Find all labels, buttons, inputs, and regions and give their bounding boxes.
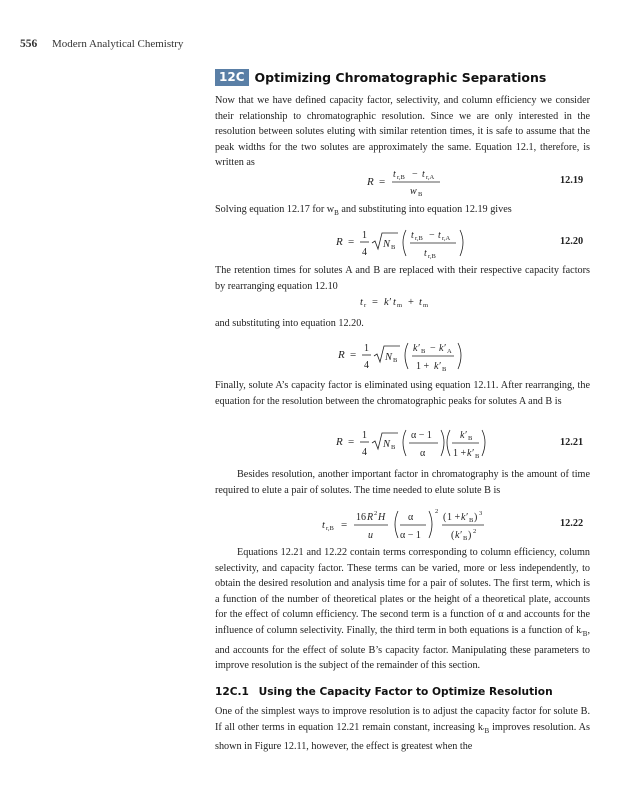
eq-sub: A [447, 348, 452, 355]
eq-sub: r [364, 302, 367, 309]
subsection-title: Using the Capacity Factor to Optimize Resolution [258, 686, 553, 698]
eq-one: 1 [362, 230, 367, 241]
section-title: Optimizing Chromatographic Separations [254, 69, 547, 85]
eq-equals: = [348, 236, 355, 248]
text-sub: B [334, 209, 339, 218]
equation-retention-time [360, 293, 460, 311]
eq-minus: − [412, 169, 418, 180]
eq-sub: r,B [397, 174, 405, 181]
eq-sub: B [393, 357, 398, 364]
section-heading [215, 68, 546, 86]
eq-sub: B [418, 191, 423, 198]
equation-12-20 [336, 226, 476, 264]
eq-u: u [368, 530, 373, 541]
equation-number-12-19: 12.19 [560, 175, 584, 186]
equation-number-12-22: 12.22 [560, 518, 584, 529]
text-run: , and accounts for the effect of solute B’s capacity factor. Manipulating these parameters to improve resolution is the subject of the remainder of this section. [215, 624, 590, 672]
eq-k: k′ [460, 430, 467, 441]
equation-12-19 [365, 164, 485, 204]
eq-t: t [411, 230, 414, 241]
eq-symbol-r: R [336, 236, 343, 248]
eq-sup: 3 [479, 510, 483, 517]
paren-left [405, 343, 408, 369]
eq-k: k′ [461, 512, 468, 523]
eq-sub: B [469, 517, 474, 524]
paren-right [482, 430, 485, 456]
equation-number-12-21: 12.21 [560, 437, 584, 448]
eq-sub: B [442, 366, 447, 373]
paragraph-besides: Besides resolution, another important factor in chromatography is the amount of time required to elute a pair of solutes. The time needed to elute solute B is [215, 469, 590, 496]
eq-one: 1 [364, 343, 369, 354]
paren-right [458, 343, 461, 369]
eq-alpha: α [408, 512, 414, 523]
book-title: Modern Analytical Chemistry [52, 38, 184, 50]
equation-12-21 [336, 426, 486, 464]
eq-close: ) [468, 530, 472, 541]
eq-t: t [419, 297, 422, 308]
paren-left [395, 511, 398, 538]
eq-four: 4 [362, 247, 367, 258]
eq-sub: B [391, 444, 396, 451]
eq-k: k′ [467, 448, 474, 459]
paragraph-solving [215, 202, 590, 222]
eq-equals: = [379, 176, 386, 188]
eq-close: ) [474, 512, 478, 523]
text-sub: ′B [581, 630, 588, 638]
eq-k: k′ [455, 530, 462, 541]
eq-equals: = [348, 436, 355, 448]
paragraph-substituting: and substituting into equation 12.20. [215, 318, 364, 329]
paren-left [403, 430, 406, 456]
eq-n: N [385, 352, 393, 363]
eq-k: k′ [434, 361, 441, 372]
eq-n: N [383, 439, 391, 450]
eq-k: k′ [384, 297, 391, 308]
eq-equals: = [372, 297, 378, 308]
eq-t: t [322, 520, 325, 531]
eq-one-plus: 1 + [447, 512, 461, 523]
eq-sub: m [423, 302, 429, 309]
eq-t: t [424, 248, 427, 259]
eq-sub: B [391, 244, 396, 251]
eq-minus: − [430, 343, 436, 354]
eq-alpha-minus-one: α − 1 [400, 530, 421, 541]
subsection-heading [215, 686, 553, 698]
paragraph-retention: The retention times for solutes A and B are replaced with their respective capacity factors by rearranging equation 12.10 [215, 265, 590, 292]
eq-plus: + [408, 297, 414, 308]
section-badge: 12C [215, 69, 249, 86]
eq-open: ( [451, 530, 455, 541]
eq-sub: B [463, 535, 468, 542]
text-run: Solving equation 12.17 for w [215, 204, 335, 215]
eq-sub: r,B [326, 525, 334, 532]
text-run: Equations 12.21 and 12.22 contain terms corresponding to column efficiency, column selectivity, and capacity factor. These terms can be varied, more or less independently, to obtain the desired resolution and analysis time for a pair of solutes. The first term, which is a function of the number of theoretical plates or the height of a theoretical plate, accounts for the effect of column efficiency. The second term is a function of α and accounts for the influence of column selectivity. Finally, the third term in both equations is a function of k [215, 547, 590, 636]
eq-t: t [438, 230, 441, 241]
eq-k: k′ [439, 343, 446, 354]
eq-one-plus: 1 + [416, 361, 430, 372]
eq-minus: − [429, 230, 435, 241]
eq-sub: r,B [415, 235, 423, 242]
eq-t: t [393, 297, 396, 308]
eq-symbol-r: R [336, 436, 343, 448]
eq-equals: = [350, 349, 357, 361]
eq-one-plus: 1 + [453, 448, 467, 459]
text-run: and substituting into equation 12.19 gives [338, 204, 512, 215]
eq-sixteen: 16 [356, 512, 366, 523]
paragraph-equations-contain [215, 545, 590, 674]
eq-w: w [410, 186, 417, 197]
equation-12-22 [322, 506, 492, 548]
paren-right [460, 230, 463, 256]
eq-h: H [378, 512, 386, 523]
equation-number-12-20: 12.20 [560, 236, 584, 247]
paragraph-capacity-factor [215, 704, 590, 755]
eq-sub: B [468, 435, 473, 442]
eq-r: R [367, 512, 374, 523]
eq-sub: m [397, 302, 403, 309]
eq-sup: 2 [473, 528, 477, 535]
eq-alpha: α [420, 448, 426, 459]
eq-equals: = [341, 519, 348, 531]
paren-right [429, 511, 432, 538]
eq-one: 1 [362, 430, 367, 441]
paren-left [447, 430, 450, 456]
eq-symbol-r: R [338, 349, 345, 361]
page-number: 556 [20, 38, 38, 50]
eq-four: 4 [364, 360, 369, 371]
paragraph-finally: Finally, solute A’s capacity factor is eliminated using equation 12.11. After rearranging, the equation for the resolution between the chromatographic peaks for solutes A and B is [215, 380, 590, 407]
eq-sub: r,A [442, 235, 451, 242]
eq-alpha-minus-one: α − 1 [411, 430, 432, 441]
eq-sub: B [421, 348, 426, 355]
eq-sub: r,B [428, 253, 436, 260]
text-sub: ′B [482, 726, 490, 735]
eq-symbol-r: R [367, 176, 374, 188]
eq-open: ( [443, 512, 447, 523]
eq-n: N [383, 239, 391, 250]
equation-capacity-form [338, 339, 468, 377]
eq-k: k′ [413, 343, 420, 354]
text-run: One of the simplest ways to improve resolution is to adjust the capacity factor for solute B. If all other terms in equation 12.21 remain constant, increasing k [215, 706, 590, 733]
eq-sup: 2 [435, 508, 439, 515]
eq-sub: r,A [426, 174, 435, 181]
text-run: improves resolution. As shown in Figure 12.11, however, the effect is greatest when the [215, 721, 591, 753]
running-head [20, 38, 183, 50]
eq-four: 4 [362, 447, 367, 458]
eq-sup: 2 [374, 510, 378, 517]
paragraph-intro: Now that we have defined capacity factor, selectivity, and column efficiency we consider their relationship to chromatographic resolution. Since we are only interested in the resolution between solutes eluting with similar retention times, it is safe to assume that the peak widths for the two solutes are approximately the same. Equation 12.1, therefore, is written as [215, 95, 590, 169]
paren-left [403, 230, 406, 256]
eq-t: t [393, 169, 396, 180]
eq-t: t [422, 169, 425, 180]
paren-right [441, 430, 444, 456]
eq-sub: B [475, 453, 480, 460]
eq-t: t [360, 297, 363, 308]
subsection-number: 12C.1 [215, 686, 249, 698]
